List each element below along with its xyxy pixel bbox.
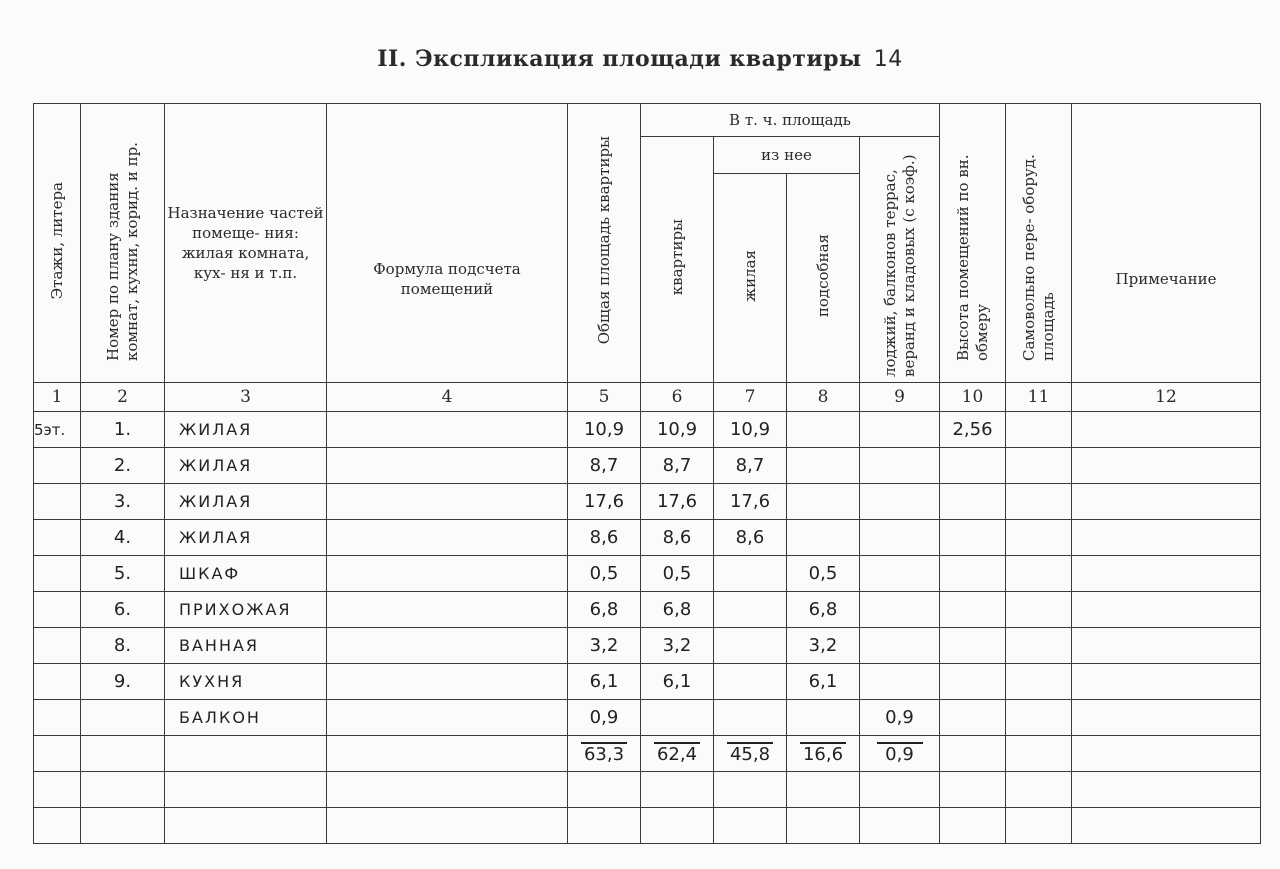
plan-number-cell: 6. xyxy=(81,592,165,628)
header-apartment: квартиры xyxy=(641,137,714,383)
living-area-cell xyxy=(714,628,787,664)
empty-cell xyxy=(81,808,165,844)
empty-cell xyxy=(165,772,327,808)
height-cell: 2,56 xyxy=(940,412,1006,448)
total-aux-cell xyxy=(787,736,860,772)
header-total-area: Общая площадь квартиры xyxy=(568,104,641,383)
note-cell xyxy=(1072,592,1261,628)
empty-row xyxy=(34,772,1261,808)
column-number-row xyxy=(34,383,1261,412)
plan-number-cell: 8. xyxy=(81,628,165,664)
height-cell xyxy=(940,520,1006,556)
floor-cell xyxy=(34,448,81,484)
column-number: 9 xyxy=(860,383,940,412)
note-cell xyxy=(1072,484,1261,520)
auxiliary-area-cell: 3,2 xyxy=(787,628,860,664)
apartment-number: 14 xyxy=(873,47,903,72)
auxiliary-area-cell: 6,1 xyxy=(787,664,860,700)
auxiliary-area-cell xyxy=(787,412,860,448)
plan-number-cell: 3. xyxy=(81,484,165,520)
empty-cell xyxy=(568,808,641,844)
unauthorized-cell xyxy=(1006,592,1072,628)
empty-cell xyxy=(714,808,787,844)
living-area-cell: 8,7 xyxy=(714,448,787,484)
apartment-area-cell: 8,6 xyxy=(641,520,714,556)
balcony-area-cell xyxy=(860,520,940,556)
living-area-cell: 8,6 xyxy=(714,520,787,556)
note-cell xyxy=(1072,520,1261,556)
table-row xyxy=(34,520,1261,556)
empty-cell xyxy=(34,736,81,772)
plan-number-cell: 9. xyxy=(81,664,165,700)
total-area-cell: 6,1 xyxy=(568,664,641,700)
sum-value: 45,8 xyxy=(727,742,773,765)
room-name-cell: ЖИЛАЯ xyxy=(165,520,327,556)
empty-cell xyxy=(940,808,1006,844)
floor-cell: 5эт. xyxy=(34,412,81,448)
table-row xyxy=(34,484,1261,520)
empty-cell xyxy=(327,772,568,808)
title-text: II. Экспликация площади квартиры xyxy=(377,46,862,72)
formula-cell xyxy=(327,556,568,592)
room-name-cell: КУХНЯ xyxy=(165,664,327,700)
formula-cell xyxy=(327,484,568,520)
empty-cell xyxy=(1006,736,1072,772)
auxiliary-area-cell xyxy=(787,520,860,556)
header-loggia: лоджий, балконов террас, веранд и кладовых (с коэф.) xyxy=(860,137,940,383)
living-area-cell xyxy=(714,664,787,700)
column-number: 1 xyxy=(34,383,81,412)
formula-cell xyxy=(327,448,568,484)
total-balcony-cell xyxy=(860,736,940,772)
room-name-cell: ВАННАЯ xyxy=(165,628,327,664)
empty-cell xyxy=(34,808,81,844)
header-floor: Этажи, литера xyxy=(34,104,81,383)
header-living: жилая xyxy=(714,174,787,383)
empty-cell xyxy=(327,736,568,772)
empty-cell xyxy=(641,772,714,808)
empty-cell xyxy=(1006,808,1072,844)
table-row xyxy=(34,592,1261,628)
balcony-area-cell xyxy=(860,448,940,484)
unauthorized-cell xyxy=(1006,628,1072,664)
auxiliary-area-cell xyxy=(787,484,860,520)
plan-number-cell: 5. xyxy=(81,556,165,592)
room-name-cell: БАЛКОН xyxy=(165,700,327,736)
unauthorized-cell xyxy=(1006,520,1072,556)
total-area-cell: 3,2 xyxy=(568,628,641,664)
empty-cell xyxy=(940,772,1006,808)
total-area-cell: 0,5 xyxy=(568,556,641,592)
auxiliary-area-cell xyxy=(787,700,860,736)
balcony-area-cell xyxy=(860,556,940,592)
formula-cell xyxy=(327,664,568,700)
height-cell xyxy=(940,700,1006,736)
floor-cell xyxy=(34,700,81,736)
unauthorized-cell xyxy=(1006,448,1072,484)
height-cell xyxy=(940,628,1006,664)
balcony-area-cell xyxy=(860,664,940,700)
header-unauthorized: Самовольно пере- оборуд. площадь xyxy=(1006,104,1072,383)
balcony-area-cell xyxy=(860,592,940,628)
room-name-cell: ЖИЛАЯ xyxy=(165,412,327,448)
note-cell xyxy=(1072,628,1261,664)
apartment-area-cell: 10,9 xyxy=(641,412,714,448)
empty-cell xyxy=(860,808,940,844)
floor-cell xyxy=(34,520,81,556)
header-note: Примечание xyxy=(1072,104,1261,383)
apartment-area-cell: 6,1 xyxy=(641,664,714,700)
column-number: 5 xyxy=(568,383,641,412)
note-cell xyxy=(1072,700,1261,736)
apartment-area-cell: 8,7 xyxy=(641,448,714,484)
column-number: 8 xyxy=(787,383,860,412)
total-total-cell xyxy=(568,736,641,772)
table-row xyxy=(34,628,1261,664)
header-incl-area: В т. ч. площадь xyxy=(641,104,940,137)
sum-value: 63,3 xyxy=(581,742,627,765)
total-area-cell: 8,7 xyxy=(568,448,641,484)
balcony-area-cell xyxy=(860,484,940,520)
empty-cell xyxy=(714,772,787,808)
height-cell xyxy=(940,556,1006,592)
plan-number-cell: 4. xyxy=(81,520,165,556)
height-cell xyxy=(940,664,1006,700)
living-area-cell xyxy=(714,700,787,736)
height-cell xyxy=(940,484,1006,520)
floor-cell xyxy=(34,628,81,664)
floor-cell xyxy=(34,484,81,520)
header-of-it: из нее xyxy=(714,137,860,174)
empty-cell xyxy=(641,808,714,844)
column-number: 3 xyxy=(165,383,327,412)
empty-cell xyxy=(81,772,165,808)
total-living-cell xyxy=(714,736,787,772)
column-number: 12 xyxy=(1072,383,1261,412)
note-cell xyxy=(1072,556,1261,592)
auxiliary-area-cell xyxy=(787,448,860,484)
room-name-cell: ПРИХОЖАЯ xyxy=(165,592,327,628)
note-cell xyxy=(1072,664,1261,700)
empty-cell xyxy=(940,736,1006,772)
apartment-area-cell: 17,6 xyxy=(641,484,714,520)
unauthorized-cell xyxy=(1006,484,1072,520)
explication-table xyxy=(33,103,1261,844)
unauthorized-cell xyxy=(1006,412,1072,448)
plan-number-cell: 2. xyxy=(81,448,165,484)
table-row xyxy=(34,448,1261,484)
column-number: 4 xyxy=(327,383,568,412)
sum-value: 16,6 xyxy=(800,742,846,765)
formula-cell xyxy=(327,700,568,736)
empty-cell xyxy=(568,772,641,808)
unauthorized-cell xyxy=(1006,664,1072,700)
floor-cell xyxy=(34,592,81,628)
plan-number-cell: 1. xyxy=(81,412,165,448)
table-row xyxy=(34,700,1261,736)
empty-cell xyxy=(327,808,568,844)
living-area-cell xyxy=(714,592,787,628)
column-number: 10 xyxy=(940,383,1006,412)
column-number: 6 xyxy=(641,383,714,412)
total-area-cell: 0,9 xyxy=(568,700,641,736)
empty-cell xyxy=(1006,772,1072,808)
total-area-cell: 8,6 xyxy=(568,520,641,556)
formula-cell xyxy=(327,520,568,556)
column-number: 2 xyxy=(81,383,165,412)
balcony-area-cell xyxy=(860,628,940,664)
room-name-cell: ЖИЛАЯ xyxy=(165,484,327,520)
total-area-cell: 17,6 xyxy=(568,484,641,520)
column-number: 7 xyxy=(714,383,787,412)
auxiliary-area-cell: 6,8 xyxy=(787,592,860,628)
height-cell xyxy=(940,448,1006,484)
total-area-cell: 6,8 xyxy=(568,592,641,628)
column-number: 11 xyxy=(1006,383,1072,412)
empty-cell xyxy=(81,736,165,772)
empty-cell xyxy=(1072,808,1261,844)
room-name-cell: ШКАФ xyxy=(165,556,327,592)
living-area-cell: 10,9 xyxy=(714,412,787,448)
empty-cell xyxy=(1072,736,1261,772)
empty-cell xyxy=(787,808,860,844)
page-title xyxy=(0,46,1280,72)
note-cell xyxy=(1072,412,1261,448)
apartment-area-cell: 0,5 xyxy=(641,556,714,592)
empty-cell xyxy=(34,772,81,808)
formula-cell xyxy=(327,592,568,628)
floor-cell xyxy=(34,556,81,592)
floor-cell xyxy=(34,664,81,700)
living-area-cell xyxy=(714,556,787,592)
unauthorized-cell xyxy=(1006,700,1072,736)
plan-number-cell xyxy=(81,700,165,736)
apartment-area-cell: 3,2 xyxy=(641,628,714,664)
empty-cell xyxy=(165,736,327,772)
sum-value: 0,9 xyxy=(877,742,923,765)
table-row xyxy=(34,412,1261,448)
header-high: Высота помещений по вн. обмеру xyxy=(940,104,1006,383)
totals-row xyxy=(34,736,1261,772)
table-row xyxy=(34,556,1261,592)
header-formula: Формула подсчета помещений xyxy=(327,104,568,383)
living-area-cell: 17,6 xyxy=(714,484,787,520)
table-row xyxy=(34,664,1261,700)
header-plan-number: Номер по плану здания комнат, кухни, корид. и пр. xyxy=(81,104,165,383)
empty-cell xyxy=(1072,772,1261,808)
empty-cell xyxy=(860,772,940,808)
note-cell xyxy=(1072,448,1261,484)
total-area-cell: 10,9 xyxy=(568,412,641,448)
formula-cell xyxy=(327,628,568,664)
room-name-cell: ЖИЛАЯ xyxy=(165,448,327,484)
sum-value: 62,4 xyxy=(654,742,700,765)
empty-cell xyxy=(165,808,327,844)
formula-cell xyxy=(327,412,568,448)
empty-row xyxy=(34,808,1261,844)
height-cell xyxy=(940,592,1006,628)
header-auxiliary: подсобная xyxy=(787,174,860,383)
empty-cell xyxy=(787,772,860,808)
unauthorized-cell xyxy=(1006,556,1072,592)
auxiliary-area-cell: 0,5 xyxy=(787,556,860,592)
balcony-area-cell xyxy=(860,412,940,448)
apartment-area-cell: 6,8 xyxy=(641,592,714,628)
apartment-area-cell xyxy=(641,700,714,736)
balcony-area-cell: 0,9 xyxy=(860,700,940,736)
header-purpose: Назначение частей помеще- ния: жилая комната, кух- ня и т.п. xyxy=(165,104,327,383)
total-apt-cell xyxy=(641,736,714,772)
